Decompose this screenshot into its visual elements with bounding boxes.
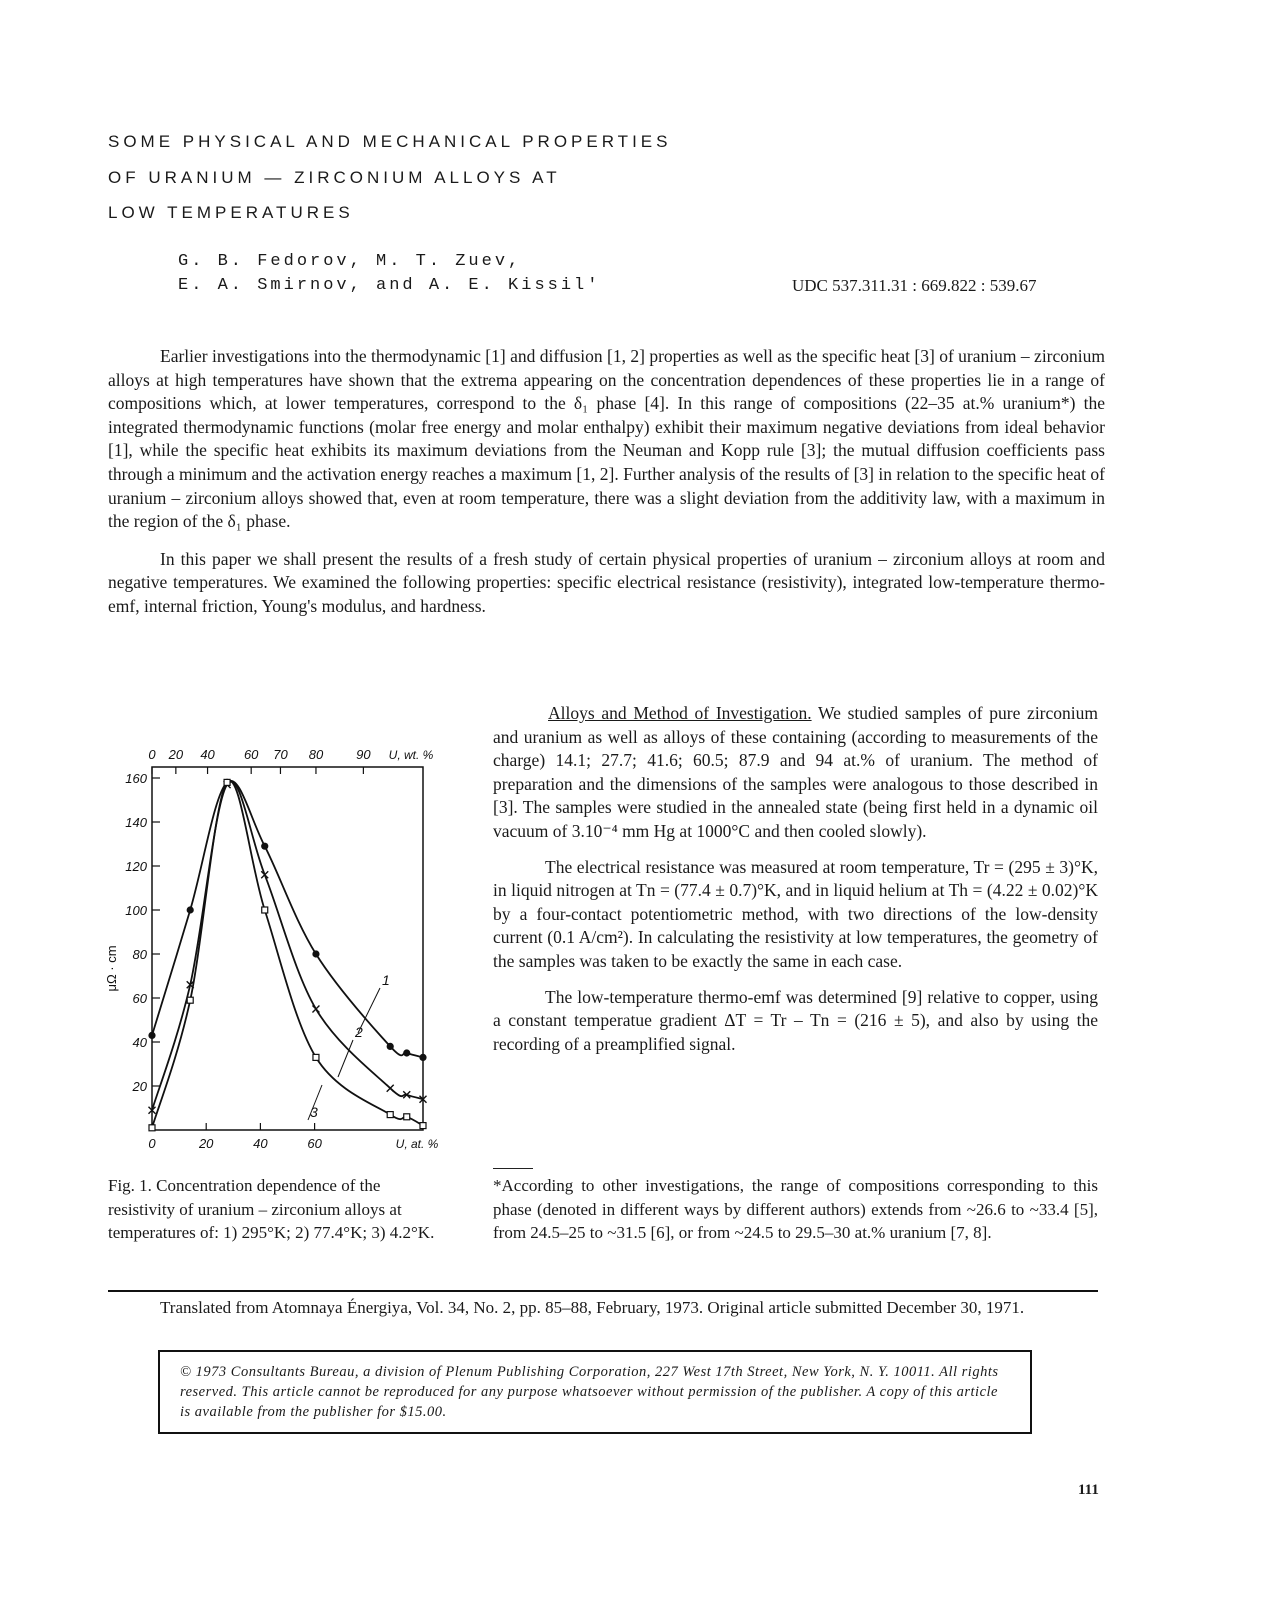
authors-line-2: E. A. Smirnov, and A. E. Kissil' xyxy=(178,276,601,295)
source-note: Translated from Atomnaya Énergiya, Vol. 34, No. 2, pp. 85–88, February, 1973. Original article submitted December 30, 1971. xyxy=(160,1298,1025,1317)
method-paragraph-text: We studied samples of pure zirconium and uranium as well as alloys of these containing (according to measurements of the charge) 14.1; 27.7; 41.6; 60.5; 87.9 and 94 at.% of uranium. The method of preparation and the dimensions of the samples were analogous to those described in [3]. The samples were studied in the annealed state (being first held in a dynamic oil vacuum of 3.10⁻⁴ mm Hg at 1000°C and then cooled slowly). xyxy=(493,703,1099,841)
series-3-line xyxy=(152,781,423,1128)
intro-paragraph-2: In this paper we shall present the results of a fresh study of certain physical properties of uranium – zirconium alloys at room and negative temperatures. We examined the following properties: specific electrical resistance (resistivity), integrated low-temperature thermo-emf, internal friction, Young's modulus, and hardness. xyxy=(108,548,1105,616)
udc-code: UDC 537.311.31 : 669.822 : 539.67 xyxy=(792,276,1037,295)
title-line-2: OF URANIUM — ZIRCONIUM ALLOYS AT xyxy=(108,168,561,187)
chart-frame xyxy=(152,767,423,1130)
series-3-point xyxy=(387,1112,393,1118)
y-tick-label: 80 xyxy=(132,947,147,962)
x-tick-label: 60 xyxy=(307,1136,322,1151)
series-3-point xyxy=(149,1125,155,1131)
series-3-point xyxy=(404,1114,410,1120)
series-2-point xyxy=(312,1006,319,1013)
series-1-point xyxy=(148,1032,155,1039)
method-paragraph xyxy=(493,702,1098,844)
series-1-point xyxy=(312,950,319,957)
series-3-point xyxy=(420,1123,426,1129)
top-tick-label: 80 xyxy=(308,747,324,762)
series-3-point xyxy=(262,907,268,913)
series-2-point xyxy=(387,1085,394,1092)
y-tick-label: 140 xyxy=(125,815,147,830)
resistivity-chart xyxy=(100,735,450,1160)
y-tick-label: 120 xyxy=(125,859,147,874)
x-tick-label: 0 xyxy=(148,1136,156,1151)
y-tick-label: 60 xyxy=(132,991,147,1006)
top-tick-label: 0 xyxy=(148,747,156,762)
series-3-point xyxy=(224,779,230,785)
resistance-paragraph: The electrical resistance was measured at room temperature, Tr = (295 ± 3)°K, in liquid nitrogen at Tn = (77.4 ± 0.7)°K, and in liquid helium at Th = (4.22 ± 0.02)°K by a four-contact potentiometric method, with two directions of the low-density current (0.1 A/cm²). In calculating the resistivity at low temperatures, the geometry of the samples was taken to be exactly the same in each case. xyxy=(493,856,1098,971)
chart-plot-area xyxy=(104,747,439,1151)
copyright-box xyxy=(158,1350,1032,1434)
series-2-label: 2 xyxy=(355,1024,363,1040)
figure-caption: Fig. 1. Concentration dependence of the resistivity of uranium – zirconium alloys at temperatures of: 1) 295°K; 2) 77.4°K; 3) 4.2°K. xyxy=(108,1176,435,1242)
series-1-point xyxy=(261,843,268,850)
series-1-point xyxy=(387,1043,394,1050)
series-1-point xyxy=(419,1054,426,1061)
thermo-emf-paragraph: The low-temperature thermo-emf was determined [9] relative to copper, using a constant temperatue gradient ΔT = Tr – Tn = (216 ± 5), and also by using the recording of a preamplified signal. xyxy=(493,986,1098,1054)
y-tick-label: 160 xyxy=(125,771,147,786)
series-1-label: 1 xyxy=(382,972,390,988)
y-axis-label: μΩ · cm xyxy=(104,945,119,992)
intro-text xyxy=(108,345,1105,619)
series-1-point xyxy=(403,1049,410,1056)
authors-line-1: G. B. Fedorov, M. T. Zuev, xyxy=(178,252,522,271)
footnote: *According to other investigations, the range of compositions corresponding to this phase (denoted in different ways by different authors) extends from ~26.6 to ~33.4 [5], from 24.5–25 to ~31.5 [6], or from ~24.5 to 29.5–30 at.% uranium [7, 8]. xyxy=(493,1176,1098,1242)
top-tick-label: 40 xyxy=(200,747,215,762)
right-column-text xyxy=(493,702,1098,1056)
top-tick-label: 70 xyxy=(273,747,288,762)
title-line-1: SOME PHYSICAL AND MECHANICAL PROPERTIES xyxy=(108,132,672,151)
page-number: 111 xyxy=(1078,1482,1099,1498)
x-tick-label: 40 xyxy=(253,1136,268,1151)
top-tick-label: 20 xyxy=(168,747,184,762)
top-axis-label: U, wt. % xyxy=(388,748,434,762)
series-2-line xyxy=(152,782,423,1111)
series-3-point xyxy=(187,997,193,1003)
footnote-rule xyxy=(493,1168,533,1169)
intro-paragraph-1: Earlier investigations into the thermodynamic [1] and diffusion [1, 2] properties as well as the specific heat [3] of uranium – zirconium alloys at high temperatures have shown that the extrema appearing on the concentration dependences of these properties lie in a range of compositions which, at lower temperatures, correspond to the δ₁ phase [4]. In this range of compositions (22–35 at.% uranium*) the integrated thermodynamic functions (molar free energy and molar enthalpy) exhibit their maximum negative deviations from ideal behavior [1], while the specific heat exhibits its maximum deviations from the Neuman and Kopp rule [3]; the mutual diffusion coefficients pass through a minimum and the activation energy reaches a maximum [1, 2]. Further analysis of the results of [3] in relation to the specific heat of uranium – zirconium alloys showed that, even at room temperature, there was a slight deviation from the additivity law, with a maximum in the region of the δ₁ phase. xyxy=(108,346,1105,532)
title-line-3: LOW TEMPERATURES xyxy=(108,203,354,222)
series-3-label: 3 xyxy=(310,1104,318,1120)
series-1-point xyxy=(187,906,194,913)
copyright-text: © 1973 Consultants Bureau, a division of Plenum Publishing Corporation, 227 West 17th Street, New York, N. Y. 10011. All rights reserved. This article cannot be reproduced for any purpose whatsoever without permission of the publisher. A copy of this article is available from the publisher for $15.00. xyxy=(180,1364,999,1420)
top-tick-label: 90 xyxy=(356,747,371,762)
section-heading: Alloys and Method of Investigation. xyxy=(548,703,812,723)
footer-rule xyxy=(108,1290,1098,1292)
x-tick-label: 20 xyxy=(198,1136,214,1151)
y-tick-label: 100 xyxy=(125,903,147,918)
y-tick-label: 20 xyxy=(132,1079,147,1094)
series-1-line xyxy=(152,781,423,1058)
x-axis-label: U, at. % xyxy=(395,1137,439,1151)
top-tick-label: 60 xyxy=(243,747,259,762)
y-tick-label: 40 xyxy=(132,1035,147,1050)
series-3-point xyxy=(313,1054,319,1060)
